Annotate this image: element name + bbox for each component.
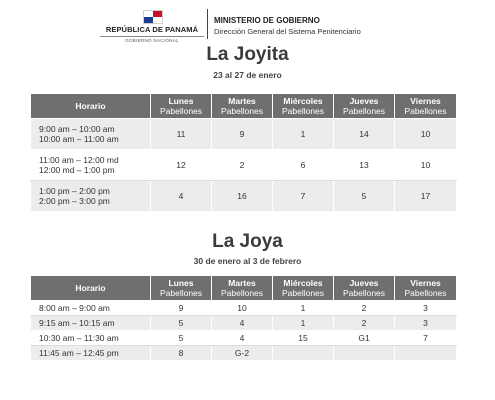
time-cell: 9:15 am – 10:15 am xyxy=(31,316,151,331)
pabellon-cell: 6 xyxy=(273,150,334,181)
pabellon-cell: 2 xyxy=(212,150,273,181)
section-dates-la-joyita: 23 al 27 de enero xyxy=(213,70,282,80)
gobierno-nacional-label: GOBIERNO NACIONAL xyxy=(100,36,204,43)
pabellon-cell: 16 xyxy=(212,181,273,212)
pabellon-cell: 8 xyxy=(151,346,212,361)
schedule-table-la-joya xyxy=(30,275,457,361)
header-horario: Horario xyxy=(31,276,151,301)
pabellon-cell: 2 xyxy=(334,301,395,316)
pabellon-cell: 1 xyxy=(273,301,334,316)
pabellon-cell: 7 xyxy=(273,181,334,212)
header-divider xyxy=(207,9,208,39)
time-cell: 11:00 am – 12:00 md 12:00 md – 1:00 pm xyxy=(31,150,151,181)
time-cell: 10:30 am – 11:30 am xyxy=(31,331,151,346)
header-day: Lunes Pabellones xyxy=(151,276,212,301)
pabellon-cell: 5 xyxy=(151,331,212,346)
pabellon-cell: 9 xyxy=(212,119,273,150)
panama-flag-icon xyxy=(143,10,163,24)
pabellon-cell: 3 xyxy=(395,316,457,331)
pabellon-cell: 14 xyxy=(334,119,395,150)
section-title-la-joyita: La Joyita xyxy=(206,44,289,65)
pabellon-cell: 11 xyxy=(151,119,212,150)
header-day: Martes Pabellones xyxy=(212,276,273,301)
pabellon-cell: 1 xyxy=(273,119,334,150)
pabellon-cell: 10 xyxy=(212,301,273,316)
pabellon-cell xyxy=(273,346,334,361)
table-row xyxy=(31,331,457,346)
department-name: Dirección General del Sistema Penitenciario xyxy=(214,27,361,36)
time-cell: 9:00 am – 10:00 am 10:00 am – 11:00 am xyxy=(31,119,151,150)
pabellon-cell: 10 xyxy=(395,150,457,181)
pabellon-cell: 4 xyxy=(212,316,273,331)
time-cell: 8:00 am – 9:00 am xyxy=(31,301,151,316)
pabellon-cell: G-2 xyxy=(212,346,273,361)
pabellon-cell: 15 xyxy=(273,331,334,346)
pabellon-cell xyxy=(395,346,457,361)
header-day: Lunes Pabellones xyxy=(151,94,212,119)
pabellon-cell: G1 xyxy=(334,331,395,346)
time-cell: 1:00 pm – 2:00 pm 2:00 pm – 3:00 pm xyxy=(31,181,151,212)
pabellon-cell: 2 xyxy=(334,316,395,331)
table-row xyxy=(31,301,457,316)
table-row xyxy=(31,150,457,181)
time-cell: 11:45 am – 12:45 pm xyxy=(31,346,151,361)
header-day: Jueves Pabellones xyxy=(334,94,395,119)
table-row xyxy=(31,119,457,150)
pabellon-cell: 3 xyxy=(395,301,457,316)
pabellon-cell: 4 xyxy=(212,331,273,346)
section-title-la-joya: La Joya xyxy=(212,231,283,252)
pabellon-cell: 7 xyxy=(395,331,457,346)
pabellon-cell xyxy=(334,346,395,361)
table-row xyxy=(31,346,457,361)
page-header xyxy=(0,6,495,46)
pabellon-cell: 13 xyxy=(334,150,395,181)
pabellon-cell: 4 xyxy=(151,181,212,212)
header-day: Miércoles Pabellones xyxy=(273,94,334,119)
header-horario: Horario xyxy=(31,94,151,119)
section-dates-la-joya: 30 de enero al 3 de febrero xyxy=(193,256,302,266)
ministry-name: MINISTERIO DE GOBIERNO xyxy=(214,16,320,25)
header-day: Viernes Pabellones xyxy=(395,276,457,301)
pabellon-cell: 9 xyxy=(151,301,212,316)
table-row xyxy=(31,316,457,331)
republic-name: REPÚBLICA DE PANAMÁ xyxy=(105,25,199,34)
pabellon-cell: 12 xyxy=(151,150,212,181)
header-day: Miércoles Pabellones xyxy=(273,276,334,301)
header-day: Jueves Pabellones xyxy=(334,276,395,301)
schedule-table-la-joyita xyxy=(30,93,457,212)
pabellon-cell: 5 xyxy=(151,316,212,331)
pabellon-cell: 5 xyxy=(334,181,395,212)
header-day: Martes Pabellones xyxy=(212,94,273,119)
pabellon-cell: 10 xyxy=(395,119,457,150)
pabellon-cell: 17 xyxy=(395,181,457,212)
header-day: Viernes Pabellones xyxy=(395,94,457,119)
table-row xyxy=(31,181,457,212)
pabellon-cell: 1 xyxy=(273,316,334,331)
